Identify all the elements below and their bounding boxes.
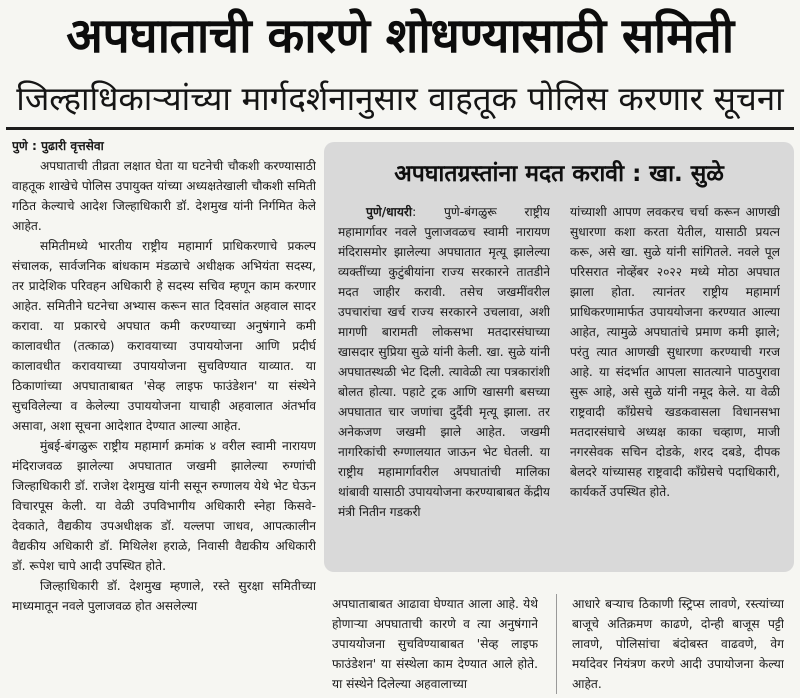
main-article-paragraph: जिल्हाधिकारी डॉ. देशमुख म्हणाले, रस्ते सुरक्षा समितीच्या माध्यमातून नवले पुलाजवळ होत असलेल्या bbox=[12, 579, 316, 613]
sidebar-dateline: पुणे/धायरी bbox=[366, 205, 413, 219]
continuation-paragraph: आधारे बऱ्याच ठिकाणी स्ट्रिप्स लावणे, रस्त्यांच्या बाजूचे अतिक्रमण काढणे, दोन्ही बाजूस पट्टी लावणे, पोलिसांचा बंदोबस्त वाढवणे, वेग मर्यादेवर नियंत्रण करणे आदी उपायोजना केल्या आहेत. bbox=[572, 597, 784, 691]
main-dateline: पुणे : पुढारी वृत्तसेवा bbox=[12, 139, 104, 153]
main-article-paragraph bbox=[12, 136, 316, 156]
main-article bbox=[12, 136, 316, 696]
sidebar-col1-text: : पुणे-बंगळुरू राष्ट्रीय महामार्गावर नवले पुलाजवळच स्वामी नारायण मंदिरासमोर झालेल्या अपघातात मृत्यू झालेल्या व्यक्तींच्या कुटुंबीयांना राज्य सरकारने तातडीने मदत जाहीर करावी. तसेच जखमींवरील उपचारांचा खर्च राज्य सरकारने उचलावा, अशी मागणी बारामती लोकसभा मतदारसंघाच्या खासदार सुप्रिया सुळे यांनी केली. खा. सुळे यांनी अपघातस्थळी भेट दिली. त्यावेळी त्या पत्रकारांशी बोलत होत्या. पहाटे ट्रक आणि खासगी बसच्या अपघातात चार जणांचा दुर्दैवी मृत्यू झाला. तर अनेकजण जखमी झाले आहेत. जखमी नागरिकांची रुग्णालयात जाऊन भेट घेतली. या राष्ट्रीय महामार्गावरील अपघातांची मालिका थांबावी यासाठी उपाययोजना करण्याबाबत केंद्रीय मंत्री नितीन गडकरी bbox=[338, 205, 550, 519]
sidebar-paragraph: यांच्याशी आपण लवकरच चर्चा करून आणखी सुधारणा कशा करता येतील, यासाठी प्रयत्न करू, असे खा. सुळे यांनी सांगितले. नवले पूल परिसरात नोव्हेंबर २०२२ मध्ये मोठा अपघात झाला होता. त्यानंतर राष्ट्रीय महामार्ग प्राधिकरणामार्फत उपाययोजना करण्यात आल्या आहेत, त्यामुळे अपघातांचे प्रमाण कमी झाले; परंतु त्यात आणखी सुधारणा करण्याची गरज आहे. या संदर्भात आपला सातत्याने पाठपुरावा सुरू आहे, असे सुळे यांनी नमूद केले. या वेळी राष्ट्रवादी काँग्रेसचे खडकवासला विधानसभा मतदारसंघाचे अध्यक्ष काका चव्हाण, माजी नगरसेवक सचिन दोडके, शरद दबडे, दीपक बेलदरे यांच्यासह राष्ट्रवादी काँग्रेसचे पदाधिकारी, कार्यकर्ते उपस्थित होते. bbox=[570, 205, 780, 499]
sidebar-box bbox=[324, 142, 794, 572]
headline: अपघाताची कारणे शोधण्यासाठी समिती bbox=[66, 8, 734, 64]
main-article-paragraph: अपघाताची तीव्रता लक्षात घेता या घटनेची चौकशी करण्यासाठी वाहतूक शाखेचे पोलिस उपायुक्त यांच्या अध्यक्षतेखाली चौकशी समिती गठित केल्याचे आदेश जिल्हाधिकारी डॉ. देशमुख यांनी निर्गमित केले आहेत. bbox=[12, 159, 316, 233]
sidebar-column-1 bbox=[338, 202, 550, 562]
sidebar-column-2 bbox=[570, 202, 780, 562]
continuation-column-1 bbox=[332, 594, 538, 694]
continuation-paragraph: अपघाताबाबत आढावा घेण्यात आला आहे. येथे होणाऱ्या अपघाताची कारणे व त्या अनुषंगाने उपाययोजना सुचविण्याबाबत 'सेव्ह लाइफ फाउंडेशन' या संस्थेला काम देण्यात आले होते. या संस्थेने दिलेल्या अहवालाच्या bbox=[332, 597, 538, 691]
main-article-paragraph: समितीमध्ये भारतीय राष्ट्रीय महामार्ग प्राधिकरणाचे प्रकल्प संचालक, सार्वजनिक बांधकाम मंडळाचे अधीक्षक अभियंता सदस्य, तर प्रादेशिक परिवहन अधिकारी हे सदस्य सचिव म्हणून काम करणार आहेत. समितीने घटनेचा अभ्यास करून सात दिवसांत अहवाल सादर करावा. या प्रकारचे अपघात कमी करण्याच्या अनुषंगाने कमी कालावधीत (तत्काळ) करावयाच्या उपाययोजना आणि प्रदीर्घ कालावधीत करावयाच्या उपाययोजना सुचविण्यात याव्यात. या ठिकाणांच्या अपघाताबाबत 'सेव्ह लाइफ फाउंडेशन' या संस्थेने सुचविलेल्या व केलेल्या उपाययोजना याचाही अहवालात अंतर्भाव असावा, अशा सूचना आदेशात देण्यात आल्या आहेत. bbox=[12, 239, 316, 433]
headline-divider bbox=[6, 127, 794, 130]
column-divider bbox=[556, 594, 557, 694]
subheadline: जिल्हाधिकाऱ्यांच्या मार्गदर्शनानुसार वाहतूक पोलिस करणार सूचना bbox=[16, 79, 784, 118]
main-article-paragraph: मुंबई-बंगळुरू राष्ट्रीय महामार्ग क्रमांक ४ वरील स्वामी नारायण मंदिराजवळ झालेल्या अपघातात जखमी झालेल्या रुग्णांची जिल्हाधिकारी डॉ. राजेश देशमुख यांनी ससून रुग्णालय येथे भेट घेऊन विचारपूस केली. या वेळी उपविभागीय अधिकारी स्नेहा किसवे-देवकाते, वैद्यकीय उपअधीक्षक डॉ. यल्लपा जाधव, आपत्कालीन वैद्यकीय अधिकारी डॉ. मिथिलेश हराळे, निवासी वैद्यकीय अधिकारी डॉ. रूपेश चापे आदी उपस्थित होते. bbox=[12, 439, 316, 573]
sidebar-paragraph bbox=[338, 202, 550, 522]
continuation-column-2 bbox=[572, 594, 784, 694]
sidebar-title: अपघातग्रस्तांना मदत करावी : खा. सुळे bbox=[394, 161, 724, 187]
